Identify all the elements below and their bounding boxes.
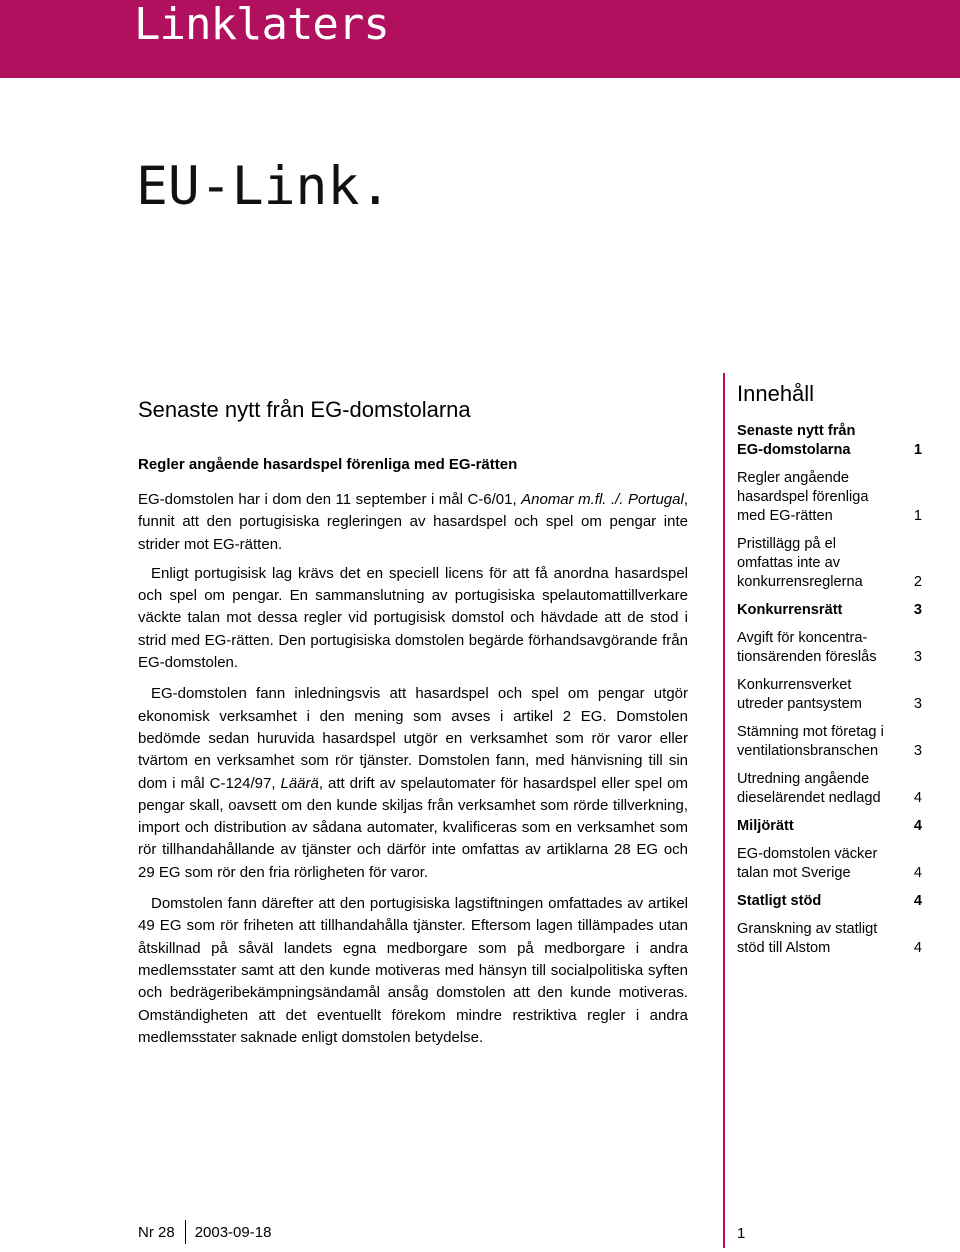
sidebar-divider xyxy=(723,373,725,1248)
toc-section-heading[interactable] xyxy=(737,601,922,620)
toc-entry[interactable] xyxy=(737,723,922,761)
toc-entry-page: 3 xyxy=(913,602,922,618)
main-content xyxy=(138,395,688,1058)
toc-entry-label: EG-domstolen väcker talan mot Sverige xyxy=(737,846,878,881)
toc-entry[interactable] xyxy=(737,676,922,714)
toc-entry-page: 4 xyxy=(913,818,922,834)
toc-entry-label: Pristillägg på el omfattas inte av konkurrensreglerna xyxy=(737,536,863,590)
issue-date: 2003-09-18 xyxy=(194,1223,272,1241)
newsletter-title: EU-Link. xyxy=(136,156,392,217)
article-paragraph-1: Enligt portugisisk lag krävs det en speciell licens för att få anordna hasardspel och spel om pengar. En sammanslutning av portugisiska spelautomattillverkare väckte talan mot dessa regler vid portugisisk domstol och hävdade att de stod i strid med EG-rätten. Den portugisiska domstolen begärde förhandsavgörande från EG-domstolen. xyxy=(138,564,688,672)
toc-entry-label: Regler angående hasardspel förenliga med EG-rätten xyxy=(737,470,869,524)
toc-entry-label: Konkurrensrätt xyxy=(737,602,843,618)
paragraph-2-text-1: EG-domstolen fann inledningsvis att hasardspel och spel om pengar utgör ekonomisk verksamhet i den mening som avses i artikel 2 EG. Domstolen bedömde sedan huruvida hasardspel utgör en verksamhet som rör varor eller tvärtom en verksamhet som rör tjänster. Domstolen fann, med hänvisning till sin dom i mål C-124/97, xyxy=(138,685,688,792)
toc-entry-label: Konkurrensverket utreder pantsystem xyxy=(737,677,862,712)
case-name-laara: Läärä xyxy=(280,774,319,792)
article-title: Regler angående hasardspel förenliga med EG-rätten xyxy=(138,456,518,473)
toc-title: Innehåll xyxy=(737,381,815,406)
toc-entry[interactable] xyxy=(737,770,922,808)
toc-entry-label: Granskning av statligt stöd till Alstom xyxy=(737,921,878,956)
toc-entry-page: 4 xyxy=(913,940,922,956)
toc-entry-page: 4 xyxy=(913,865,922,881)
toc-entry-page: 1 xyxy=(913,508,922,524)
toc-section-heading[interactable] xyxy=(737,422,922,460)
section-title: Senaste nytt från EG-domstolarna xyxy=(138,397,471,422)
toc-entry[interactable] xyxy=(737,845,922,883)
toc-entry-page: 2 xyxy=(913,574,922,590)
case-name: Anomar m.fl. ./. Portugal xyxy=(521,491,684,508)
toc-entry-label: Utredning angående dieselärendet nedlagd xyxy=(737,771,881,806)
toc-entry[interactable] xyxy=(737,469,922,526)
toc-entry[interactable] xyxy=(737,920,922,958)
toc-section-heading[interactable] xyxy=(737,817,922,836)
toc-entry[interactable] xyxy=(737,535,922,592)
linklaters-logo: Linklaters xyxy=(134,0,389,50)
toc-entry-page: 3 xyxy=(913,649,922,665)
footer-separator xyxy=(185,1220,186,1244)
toc-entry-page: 1 xyxy=(913,442,922,458)
toc-entry[interactable] xyxy=(737,629,922,667)
toc-entry-label: Senaste nytt från EG-domstolarna xyxy=(737,423,856,458)
article-lead-paragraph xyxy=(138,489,688,556)
toc-entry-page: 3 xyxy=(913,696,922,712)
toc-entry-page: 4 xyxy=(913,893,922,909)
toc-entry-label: Avgift för koncentra- tionsärenden föreslås xyxy=(737,630,877,665)
article-paragraph-2 xyxy=(138,683,688,884)
paragraph-2-text-2: , att drift av spelautomater för hasardspel eller spel om pengar skall, oavsett om den kunde skiljas från verksamhet som rörde tillverkning, import och distribution av sådana automater, kvalificeras som en verksamhet som rör tillhandahållande av tjänster och därför inte omfattas av artiklarna 28 EG och 29 EG som rör den fria rörligheten för varor. xyxy=(138,774,688,881)
toc-list xyxy=(737,422,922,958)
toc-entry-label: Stämning mot företag i ventilationsbranschen xyxy=(737,724,884,759)
lead-text-1: EG-domstolen har i dom den 11 september i mål C-6/01, xyxy=(138,491,522,508)
issue-number: Nr 28 xyxy=(138,1223,175,1241)
page-number: 1 xyxy=(737,1225,746,1242)
footer-issue-info xyxy=(138,1219,271,1245)
table-of-contents xyxy=(737,378,922,967)
toc-entry-page: 4 xyxy=(913,790,922,806)
toc-entry-label: Miljörätt xyxy=(737,818,794,834)
toc-entry-label: Statligt stöd xyxy=(737,893,822,909)
toc-section-heading[interactable] xyxy=(737,892,922,911)
article-paragraph-3: Domstolen fann därefter att den portugisiska lagstiftningen omfattades av artikel 49 EG som rör friheten att tillhandahålla tjänster. Eftersom lagen tillämpades utan åtskillnad på såväl landets egna medborgare som på medborgare i andra medlemsstater samt att den kunde motiveras med hänsyn till socialpolitiska syften och bedrägeribekämpningsändamål ansåg domstolen att den kunde motiveras. Omständigheten att det eventuellt förekom mindre restriktiva regler i andra medlemsstater saknade enligt domstolen betydelse. xyxy=(138,895,688,1046)
header-band xyxy=(0,0,960,78)
toc-entry-page: 3 xyxy=(913,743,922,759)
lead-text-2: , funnit att den portugisiska regleringen av hasardspel och spel om pengar inte strider mot EG-rätten. xyxy=(138,491,688,553)
